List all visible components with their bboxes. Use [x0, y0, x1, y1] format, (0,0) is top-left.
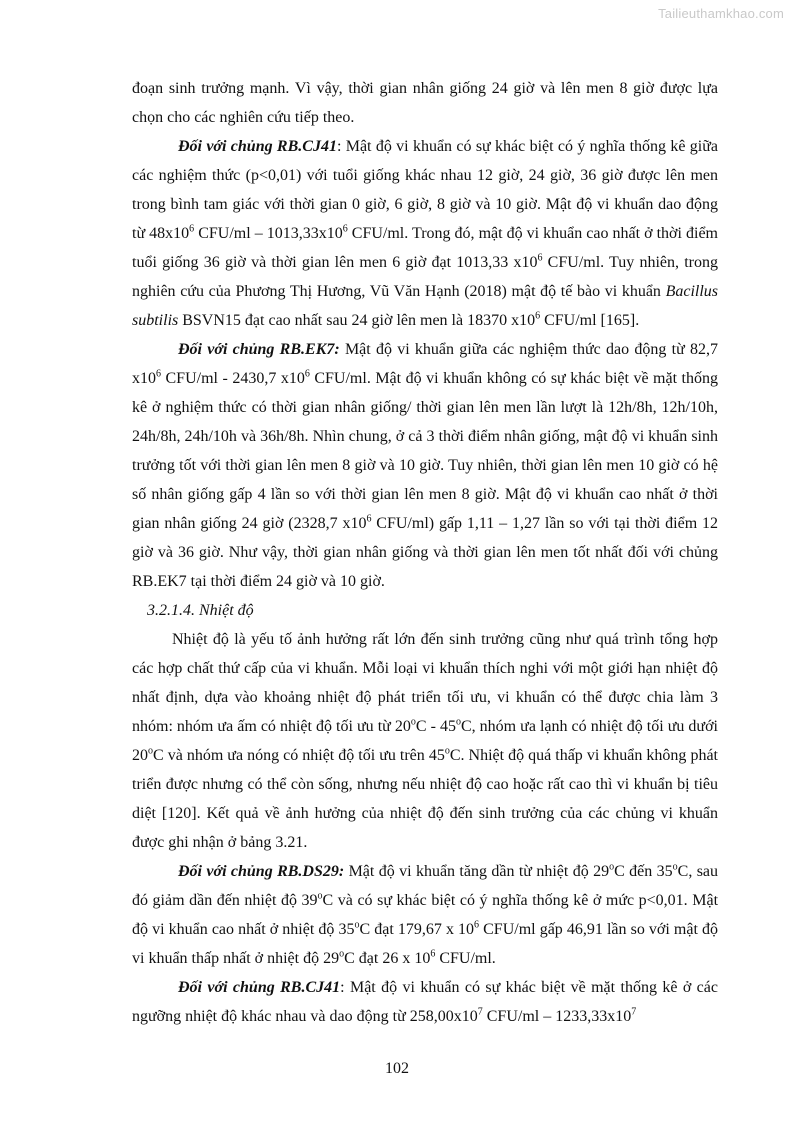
superscript: 6: [430, 948, 436, 960]
superscript: 6: [342, 223, 348, 235]
text-run: C, sau đó giảm dần đến nhiệt độ 39: [132, 863, 719, 909]
superscript: 6: [474, 919, 480, 931]
section-heading: 3.2.1.4. Nhiệt độ: [147, 602, 254, 619]
text-run: CFU/ml gấp 46,91 lần so với mật độ vi khuẩn thấp nhất ở nhiệt độ 29: [132, 921, 718, 967]
text-run: C và nhóm ưa nóng có nhiệt độ tối ưu trên 45: [153, 747, 445, 764]
text-run: C, nhóm ưa lạnh có nhiệt độ tối ưu dưới 20: [132, 718, 719, 764]
paragraph-lead: Đối với chủng RB.CJ41: [178, 138, 337, 155]
superscript: 6: [366, 513, 372, 525]
superscript: o: [455, 716, 461, 728]
superscript: o: [672, 861, 678, 873]
paragraph-lead: Đối với chủng RB.CJ41: [178, 979, 341, 996]
superscript: o: [609, 861, 615, 873]
text-run: CFU/ml – 1233,33x10: [482, 1008, 632, 1025]
paragraph-temperature-intro: [132, 625, 718, 857]
superscript: o: [354, 919, 360, 931]
superscript: 6: [304, 368, 310, 380]
text-run: Mật độ vi khuẩn tăng dần từ nhiệt độ 29: [344, 863, 610, 880]
paragraph-rb-ek7-fermentation: [132, 335, 718, 596]
superscript: 6: [537, 252, 543, 264]
superscript: 7: [631, 1006, 637, 1018]
paragraph-rb-cj41-fermentation: [132, 132, 718, 335]
text-run: C đạt 179,67 x 10: [359, 921, 475, 938]
watermark-text: Tailieuthamkhao.com: [658, 6, 784, 21]
text-run: Nhiệt độ là yếu tố ảnh hưởng rất lớn đến sinh trưởng cũng như quá trình tổng hợp các hợp chất thứ cấp của vi khuẩn. Mỗi loại vi khuẩn thích nghi với một giới hạn nhiệt độ nhất định, dựa vào khoảng nhiệt độ phát triển tối ưu, vi khuẩn có thể được chia làm 3 nhóm: nhóm ưa ấm có nhiệt độ tối ưu từ 20: [132, 631, 718, 735]
text-run: CFU/ml. Tuy nhiên, trong nghiên cứu của Phương Thị Hương, Vũ Văn Hạnh (2018) mật độ tế bào vi khuẩn: [132, 254, 718, 300]
superscript: o: [444, 745, 450, 757]
text-run: CFU/ml – 1013,33x10: [194, 225, 343, 242]
paragraph-continuation: đoạn sinh trưởng mạnh. Vì vậy, thời gian nhân giống 24 giờ và lên men 8 giờ được lựa chọn cho các nghiên cứu tiếp theo.: [132, 80, 718, 126]
superscript: o: [148, 745, 153, 757]
species-name: Bacillus subtilis: [132, 283, 718, 329]
text-run: CFU/ml - 2430,7 x10: [161, 370, 305, 387]
text-run: CFU/ml.: [435, 950, 496, 967]
text-run: CFU/ml. Trong đó, mật độ vi khuẩn cao nhất ở thời điểm tuổi giống 36 giờ và thời gian lên men 6 giờ đạt 1013,33 x10: [132, 225, 718, 271]
superscript: o: [317, 890, 323, 902]
text-run: CFU/ml. Mật độ vi khuẩn không có sự khác biệt về mặt thống kê ở nghiệm thức có thời gian nhân giống/ thời gian lên men lần lượt là 12h/8h, 12h/10h, 24h/8h, 24h/10h và 36h/8h. Nhìn chung, ở cả 3 thời điểm nhân giống, mật độ vi khuẩn sinh trưởng tốt với thời gian lên men 8 giờ và 10 giờ. Tuy nhiên, thời gian lên men 10 giờ có hệ số nhân giống gấp 4 lần so với thời gian lên men 8 giờ. Mật độ vi khuẩn cao nhất ở thời gian nhân giống 24 giờ (2328,7 x10: [132, 370, 719, 532]
text-run: C đạt 26 x 10: [344, 950, 431, 967]
text-run: CFU/ml [165].: [540, 312, 640, 329]
superscript: o: [339, 948, 345, 960]
text-run: C. Nhiệt độ quá thấp vi khuẩn không phát triển được nhưng có thể còn sống, nhưng nếu nhiệt độ cao hoặc rất cao thì vi khuẩn bị tiêu diệt [120]. Kết quả về ảnh hưởng của nhiệt độ đến sinh trưởng của các chủng vi khuẩn được ghi nhận ở bảng 3.21.: [132, 747, 718, 851]
paragraph-rb-ds29-temperature: [132, 857, 718, 973]
text-run: : Mật độ vi khuẩn có sự khác biệt có ý nghĩa thống kê giữa các nghiệm thức (p<0,01) với tuổi giống khác nhau 12 giờ, 24 giờ, 36 giờ được lên men trong bình tam giác với thời gian 0 giờ, 6 giờ, 8 giờ và 10 giờ. Mật độ vi khuẩn dao động từ 48x10: [132, 138, 718, 242]
page-number: 102: [385, 1060, 409, 1077]
superscript: o: [410, 716, 416, 728]
paragraph-lead: Đối với chủng RB.EK7:: [178, 341, 340, 358]
superscript: 6: [189, 223, 195, 235]
superscript: 7: [477, 1006, 483, 1018]
text-run: : Mật độ vi khuẩn có sự khác biệt về mặt thống kê ở các ngưỡng nhiệt độ khác nhau và dao động từ 258,00x10: [132, 979, 718, 1025]
text-run: BSVN15 đạt cao nhất sau 24 giờ lên men là 18370 x10: [178, 312, 536, 329]
paragraph-rb-cj41-temperature: [132, 973, 718, 1031]
text-run: C đến 35: [614, 863, 673, 880]
document-body: [132, 74, 718, 1031]
text-run: CFU/ml) gấp 1,11 – 1,27 lần so với tại thời điểm 12 giờ và 36 giờ. Như vậy, thời gian nhân giống và thời gian lên men tốt nhất đối với chủng RB.EK7 tại thời điểm 24 giờ và 10 giờ.: [132, 515, 719, 590]
superscript: 6: [156, 368, 161, 380]
text-run: Mật độ vi khuẩn giữa các nghiệm thức dao động từ 82,7 x10: [132, 341, 718, 387]
text-run: C - 45: [415, 718, 456, 735]
paragraph-lead: Đối với chủng RB.DS29:: [178, 863, 345, 880]
text-run: C và có sự khác biệt có ý nghĩa thống kê ở mức p<0,01. Mật độ vi khuẩn cao nhất ở nhiệt độ 35: [132, 892, 719, 938]
superscript: 6: [535, 310, 541, 322]
